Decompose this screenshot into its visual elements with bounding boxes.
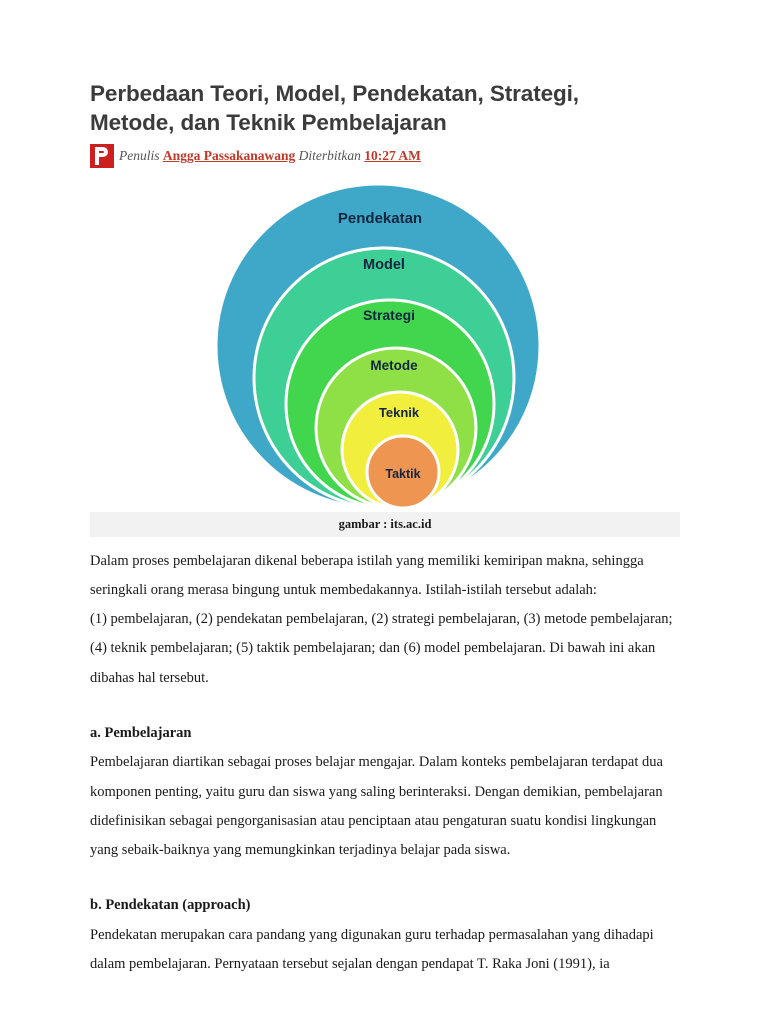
section-body-b: Pendekatan merupakan cara pandang yang digunakan guru terhadap permasalahan yang dihadapi dalam pembelajaran. Pernyataan tersebut sejalan dengan pendapat T. Raka Joni (1991), ia	[90, 926, 654, 972]
author-link[interactable]: Angga Passakanawang	[162, 147, 296, 163]
ring-label-taktik: Taktik	[385, 466, 421, 481]
byline-text	[119, 148, 421, 164]
author-label: Penulis	[119, 147, 160, 163]
article-content	[90, 80, 680, 979]
page-title: Perbedaan Teori, Model, Pendekatan, Strategi, Metode, dan Teknik Pembelajaran	[90, 81, 579, 135]
section-spacer	[90, 693, 680, 719]
published-label: Diterbitkan	[298, 147, 361, 163]
article-body	[90, 547, 680, 980]
nested-circles-diagram	[90, 182, 680, 512]
ring-label-pendekatan: Pendekatan	[337, 209, 423, 227]
ring-label-strategi: Strategi	[362, 306, 416, 323]
byline	[90, 144, 680, 168]
ring-label-teknik: Teknik	[378, 404, 420, 420]
nested-circles-figure	[90, 182, 680, 537]
figure-caption: gambar : its.ac.id	[338, 516, 432, 531]
intro-paragraph-2: (1) pembelajaran, (2) pendekatan pembelajaran, (2) strategi pembelajaran, (3) metode pembelajaran; (4) teknik pembelajaran; (5) taktik pembelajaran; dan (6) model pembelajaran. Di bawah ini akan dibahas hal tersebut.	[90, 611, 673, 686]
ring-label-model: Model	[363, 256, 405, 273]
ring-label-metode: Metode	[370, 357, 418, 373]
published-time-link[interactable]: 10:27 AM	[364, 147, 421, 163]
blogger-p-logo-icon	[90, 144, 114, 168]
section-heading-b: b. Pendekatan (approach)	[90, 897, 251, 914]
section-spacer	[90, 865, 680, 891]
figure-caption-bar	[90, 512, 680, 537]
section-heading-a: a. Pembelajaran	[90, 725, 192, 741]
section-body-a: Pembelajaran diartikan sebagai proses belajar mengajar. Dalam konteks pembelajaran terdapat dua komponen penting, yaitu guru dan siswa yang saling berinteraksi. Dengan demikian, pembelajaran didefinisikan sebagai pengorganisasian atau penciptaan atau pengaturan suatu kondisi lingkungan yang sebaik-baiknya yang memungkinkan terjadinya belajar pada siswa.	[90, 754, 663, 859]
intro-paragraph-1: Dalam proses pembelajaran dikenal beberapa istilah yang memiliki kemiripan makna, sehingga seringkali orang merasa bingung untuk membedakannya. Istilah-istilah tersebut adalah:	[90, 552, 644, 598]
nested-circles-svg	[90, 182, 680, 512]
